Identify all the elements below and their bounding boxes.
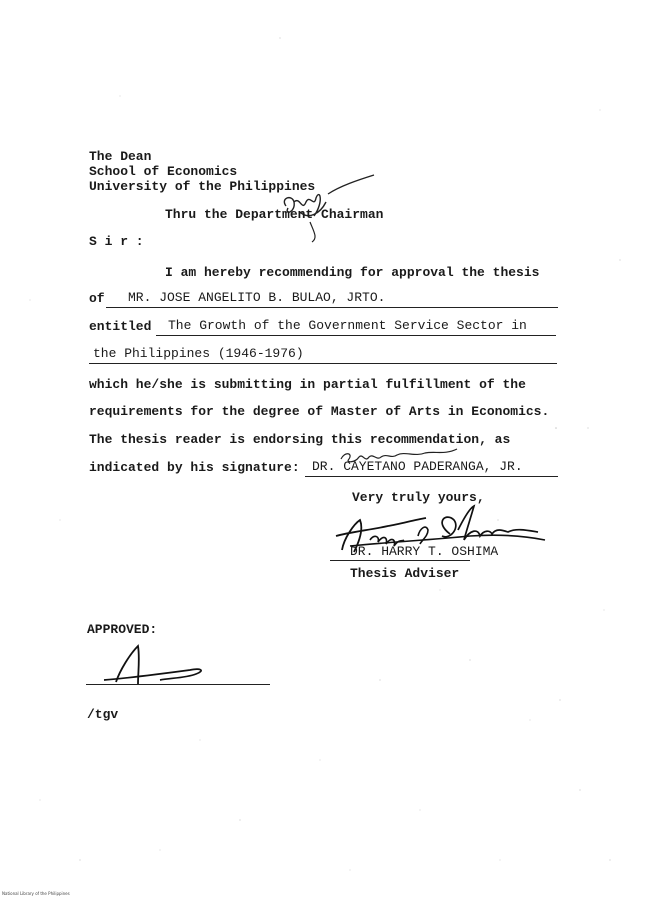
approval-rule	[86, 684, 270, 685]
addressee-line-3: University of the Philippines	[89, 179, 316, 194]
dean-approval-signature	[100, 640, 215, 690]
adviser-title: Thesis Adviser	[350, 566, 460, 581]
adviser-name: DR. HARRY T. OSHIMA	[350, 544, 499, 559]
approved-label: APPROVED:	[87, 622, 158, 637]
addressee-line-2: School of Economics	[89, 164, 238, 179]
body-line-6-label: indicated by his signature:	[89, 460, 300, 475]
student-name: MR. JOSE ANGELITO B. BULAO, JRTO.	[128, 290, 386, 305]
body-intro: I am hereby recommending for approval the thesis	[165, 265, 540, 280]
entitled-label: entitled	[89, 319, 152, 334]
body-line-4: requirements for the degree of Master of Arts in Economics.	[89, 404, 550, 419]
reader-name-rule	[305, 476, 558, 477]
thru-line: Thru the Department Chairman	[165, 207, 384, 222]
salutation: S i r :	[89, 234, 144, 249]
addressee-line-1: The Dean	[89, 149, 152, 164]
thesis-title-line-2: the Philippines (1946-1976)	[93, 346, 304, 361]
thesis-title-rule-1	[156, 335, 556, 336]
thesis-title-line-1: The Growth of the Government Service Sector in	[168, 318, 527, 333]
student-name-rule	[106, 307, 558, 308]
archive-footer: National Library of the Philippines	[2, 891, 70, 896]
body-line-5: The thesis reader is endorsing this recommendation, as	[89, 432, 511, 447]
body-line-3: which he/she is submitting in partial fulfillment of the	[89, 377, 526, 392]
thesis-title-rule-2	[89, 363, 557, 364]
closing: Very truly yours,	[352, 490, 485, 505]
of-label: of	[89, 291, 105, 306]
typist-initials: /tgv	[87, 707, 119, 722]
adviser-name-rule	[330, 560, 470, 561]
reader-name: DR. CAYETANO PADERANGA, JR.	[312, 459, 523, 474]
